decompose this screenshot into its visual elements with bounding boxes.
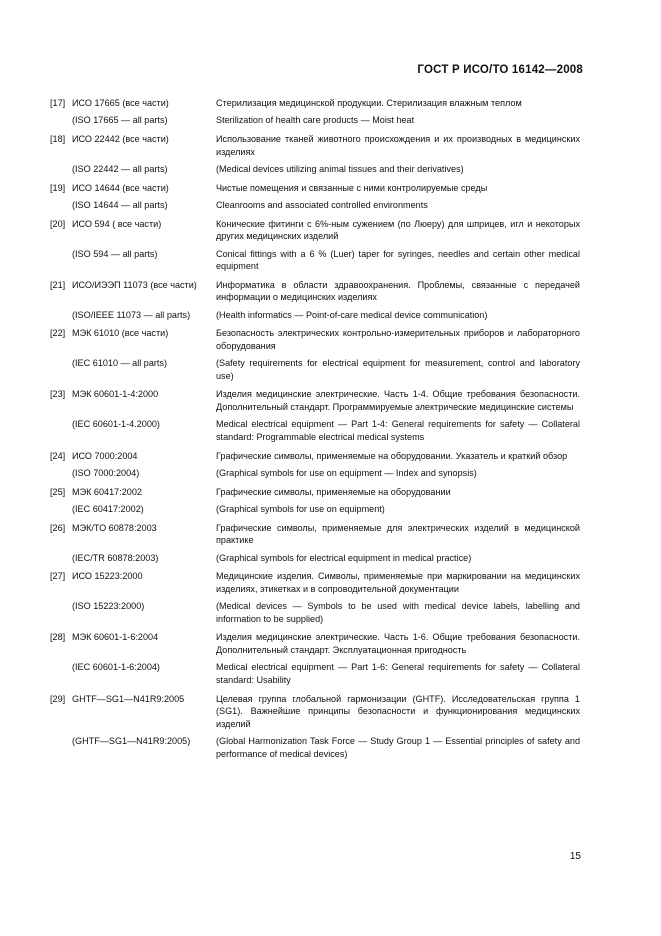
- reference-title: Безопасность электрических контрольно-измерительных приборов и лабораторного оборудования: [216, 328, 580, 351]
- reference-code: (ISO 15223:2000): [72, 601, 145, 612]
- reference-item: [50, 600, 580, 625]
- reference-code: (IEC 61010 — all parts): [72, 358, 168, 369]
- reference-number: [50, 503, 72, 516]
- reference-title: Conical fittings with a 6 % (Luer) taper for syringes, needles and certain other medical equipment: [216, 248, 580, 272]
- reference-number: [28]: [50, 632, 66, 643]
- reference-item: [50, 182, 580, 195]
- reference-item: [50, 133, 580, 158]
- reference-number: [26]: [50, 522, 66, 533]
- reference-number: [50, 552, 72, 565]
- reference-item: [50, 467, 580, 480]
- reference-code: МЭК 60417:2002: [72, 486, 142, 497]
- reference-number: [50, 357, 72, 382]
- reference-number: [20]: [50, 218, 66, 229]
- reference-item: [50, 450, 580, 463]
- reference-title: Чистые помещения и связанные с ними контролируемые среды: [216, 182, 488, 193]
- reference-item: [50, 309, 580, 322]
- reference-title: (Health informatics — Point-of-care medical device communication): [216, 309, 488, 320]
- reference-item: [50, 735, 580, 760]
- reference-number: [50, 199, 72, 212]
- reference-item: [50, 661, 580, 686]
- reference-title: Графические символы, применяемые для электрических изделий в медицинской практике: [216, 522, 580, 546]
- reference-item: [50, 97, 580, 110]
- reference-title: (Graphical symbols for electrical equipment in medical practice): [216, 552, 472, 563]
- reference-number: [50, 735, 72, 760]
- reference-code: (ISO 7000:2004): [72, 468, 140, 479]
- reference-code: ИСО/ИЭЭП 11073 (все части): [72, 279, 197, 290]
- reference-code: ИСО 22442 (все части): [72, 133, 169, 144]
- reference-title: Информатика в области здравоохранения. Проблемы, связанные с передачей информации о медицинских изделиях: [216, 279, 580, 303]
- reference-number: [25]: [50, 486, 66, 497]
- reference-code: МЭК 61010 (все части): [72, 328, 169, 339]
- reference-item: [50, 114, 580, 127]
- reference-title: Изделия медицинские электрические. Часть 1-6. Общие требования безопасности. Дополнительный стандарт. Эксплуатационная пригодность: [216, 632, 580, 655]
- reference-code: МЭК 60601-1-6:2004: [72, 632, 159, 643]
- reference-item: [50, 631, 580, 656]
- reference-code: (ISO 17665 — all parts): [72, 115, 168, 126]
- reference-item: [50, 327, 580, 352]
- reference-title: Medical electrical equipment — Part 1-4: General requirements for safety — Collateral standard: Programmable electrical medical systems: [216, 419, 580, 443]
- reference-title: Графические символы, применяемые на оборудовании. Указатель и краткий обзор: [216, 450, 568, 461]
- reference-item: [50, 503, 580, 516]
- reference-number: [50, 114, 72, 127]
- reference-title: Medical electrical equipment — Part 1-6: General requirements for safety — Collateral standard: Usability: [216, 662, 580, 685]
- reference-code: (ISO/IEEE 11073 — all parts): [72, 309, 191, 320]
- reference-number: [50, 309, 72, 322]
- reference-title: Конические фитинги с 6%-ным сужением (по Люеру) для шприцев, игл и некоторых других медицинских изделий: [216, 218, 580, 242]
- reference-number: [21]: [50, 279, 66, 290]
- reference-title: Целевая группа глобальной гармонизации (GHTF). Исследовательская группа 1 (SG1). Важнейшие принципы безопасности и функционирования медицинских изделий: [216, 693, 580, 729]
- reference-item: [50, 218, 580, 243]
- reference-item: [50, 418, 580, 443]
- reference-code: GHTF—SG1—N41R9:2005: [72, 693, 185, 704]
- reference-title: (Medical devices — Symbols to be used with medical device labels, labelling and information to be supplied): [216, 601, 580, 624]
- reference-title: Cleanrooms and associated controlled environments: [216, 199, 428, 210]
- reference-item: [50, 552, 580, 565]
- reference-number: [50, 248, 72, 273]
- reference-code: МЭК 60601-1-4:2000: [72, 389, 159, 400]
- reference-title: (Safety requirements for electrical equipment for measurement, control and laboratory use): [216, 358, 580, 381]
- reference-number: [19]: [50, 182, 66, 193]
- reference-number: [23]: [50, 389, 66, 400]
- reference-item: [50, 570, 580, 595]
- reference-code: ИСО 7000:2004: [72, 450, 138, 461]
- reference-number: [50, 661, 72, 686]
- reference-item: [50, 357, 580, 382]
- reference-number: [50, 418, 72, 443]
- reference-title: (Medical devices utilizing animal tissues and their derivatives): [216, 163, 464, 174]
- reference-code: (ISO 22442 — all parts): [72, 163, 168, 174]
- reference-title: (Graphical symbols for use on equipment — Index and synopsis): [216, 468, 477, 479]
- reference-number: [18]: [50, 133, 66, 144]
- reference-item: [50, 486, 580, 499]
- reference-item: [50, 163, 580, 176]
- reference-item: [50, 388, 580, 413]
- reference-title: Медицинские изделия. Символы, применяемые при маркировании на медицинских изделиях, этикетках и в сопроводительной документации: [216, 571, 580, 594]
- reference-number: [50, 467, 72, 480]
- reference-code: (GHTF—SG1—N41R9:2005): [72, 736, 191, 747]
- reference-title: Изделия медицинские электрические. Часть 1-4. Общие требования безопасности. Дополнительный стандарт. Программируемые электрические медицинские системы: [216, 389, 580, 413]
- reference-list: [50, 97, 580, 766]
- reference-title: Графические символы, применяемые на оборудовании: [216, 486, 451, 497]
- reference-number: [27]: [50, 571, 66, 582]
- reference-code: ИСО 594 ( все части): [72, 218, 162, 229]
- reference-item: [50, 522, 580, 547]
- reference-title: Sterilization of health care products — Moist heat: [216, 115, 415, 126]
- reference-item: [50, 279, 580, 304]
- reference-number: [17]: [50, 98, 66, 108]
- reference-title: (Global Harmonization Task Force — Study Group 1 — Essential principles of safety and performance of medical devices): [216, 736, 580, 759]
- reference-number: [50, 163, 72, 176]
- reference-code: (IEC 60601-1-6:2004): [72, 662, 160, 673]
- reference-code: (IEC 60417:2002): [72, 504, 144, 515]
- reference-title: (Graphical symbols for use on equipment): [216, 504, 385, 515]
- document-header: ГОСТ Р ИСО/ТО 16142—2008: [417, 64, 583, 76]
- reference-number: [22]: [50, 328, 66, 339]
- reference-code: ИСО 15223:2000: [72, 571, 143, 582]
- reference-number: [50, 600, 72, 625]
- reference-number: [24]: [50, 450, 66, 461]
- reference-number: [29]: [50, 693, 66, 704]
- reference-code: МЭК/ТО 60878:2003: [72, 522, 157, 533]
- page-number: 15: [569, 851, 581, 862]
- reference-code: (IEC 60601-1-4.2000): [72, 419, 160, 430]
- reference-item: [50, 199, 580, 212]
- reference-code: ИСО 14644 (все части): [72, 182, 169, 193]
- reference-code: ИСО 17665 (все части): [72, 98, 169, 108]
- reference-item: [50, 693, 580, 731]
- reference-code: (ISO 14644 — all parts): [72, 199, 168, 210]
- reference-title: Стерилизация медицинской продукции. Стерилизация влажным теплом: [216, 98, 522, 108]
- reference-code: (ISO 594 — all parts): [72, 248, 158, 259]
- reference-item: [50, 248, 580, 273]
- reference-code: (IEC/TR 60878:2003): [72, 552, 159, 563]
- reference-title: Использование тканей животного происхождения и их производных в медицинских изделиях: [216, 133, 580, 157]
